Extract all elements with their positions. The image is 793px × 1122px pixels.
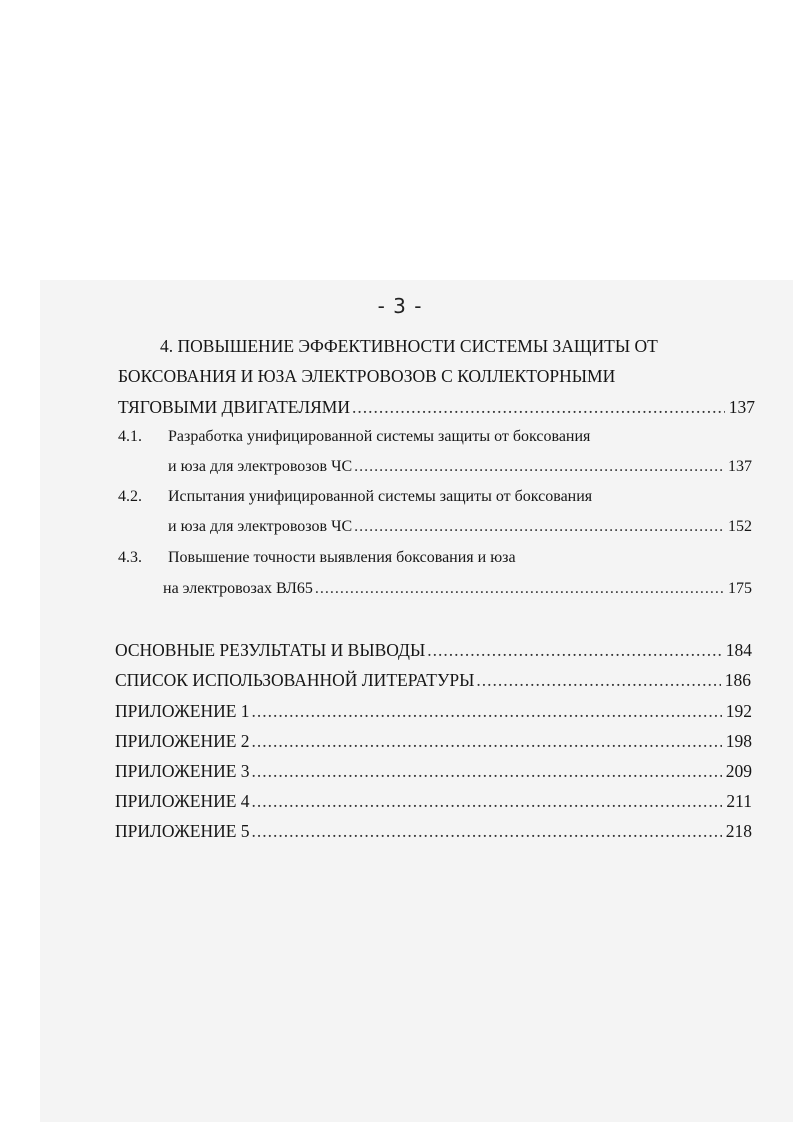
section-number: 4.2. [118, 488, 142, 505]
section-number: 4.1. [118, 428, 142, 445]
leader-dots [252, 819, 722, 843]
page-ref: 186 [724, 670, 751, 690]
toc-entry-appendix-2[interactable] [115, 729, 752, 753]
entry-label: ПРИЛОЖЕНИЕ 1 [115, 701, 250, 721]
section-4-3-line-1 [118, 546, 516, 570]
page-ref: 152 [728, 518, 752, 535]
toc-entry-section-4-3[interactable] [163, 577, 752, 601]
leader-dots [315, 577, 724, 601]
toc-entry-conclusions[interactable] [115, 638, 752, 662]
page-ref: 175 [728, 580, 752, 597]
section-title-cont: на электровозах ВЛ65 [163, 580, 313, 597]
toc-entry-chapter-4[interactable] [118, 395, 755, 419]
page-ref: 211 [726, 791, 752, 811]
toc-entry-appendix-3[interactable] [115, 759, 752, 783]
page-ref: 198 [725, 731, 752, 751]
section-title: Испытания унифицированной системы защиты от боксования [168, 488, 593, 505]
toc-entry-references[interactable] [115, 668, 751, 692]
toc-entry-section-4-2[interactable] [168, 515, 752, 539]
leader-dots [252, 699, 722, 723]
chapter-title-line-3: ТЯГОВЫМИ ДВИГАТЕЛЯМИ [118, 397, 350, 417]
leader-dots [427, 638, 722, 662]
section-number: 4.3. [118, 549, 142, 566]
entry-label: ПРИЛОЖЕНИЕ 5 [115, 821, 250, 841]
entry-label: ПРИЛОЖЕНИЕ 2 [115, 731, 250, 751]
toc-entry-section-4-1[interactable] [168, 455, 752, 479]
leader-dots [354, 455, 724, 479]
toc-entry-appendix-5[interactable] [115, 819, 752, 843]
section-title-cont: и юза для электровозов ЧС [168, 518, 353, 535]
leader-dots [252, 789, 723, 813]
section-title: Разработка унифицированной системы защиты от боксования [168, 428, 591, 445]
section-4-1-line-1 [118, 425, 590, 449]
leader-dots [352, 395, 725, 419]
toc-entry-appendix-4[interactable] [115, 789, 752, 813]
leader-dots [252, 759, 722, 783]
page-ref: 209 [725, 761, 752, 781]
chapter-title-line-2: БОКСОВАНИЯ И ЮЗА ЭЛЕКТРОВОЗОВ С КОЛЛЕКТОРНЫМИ [118, 366, 616, 386]
section-title: Повышение точности выявления боксования и юза [168, 549, 516, 566]
section-title-cont: и юза для электровозов ЧС [168, 458, 353, 475]
section-4-2-line-1 [118, 485, 592, 509]
chapter-title-line-1: 4. ПОВЫШЕНИЕ ЭФФЕКТИВНОСТИ СИСТЕМЫ ЗАЩИТЫ ОТ [160, 336, 658, 356]
entry-label: СПИСОК ИСПОЛЬЗОВАННОЙ ЛИТЕРАТУРЫ [115, 670, 475, 690]
leader-dots [354, 515, 724, 539]
page-number: - 3 - [377, 294, 423, 318]
page-ref: 184 [725, 640, 752, 660]
entry-label: ОСНОВНЫЕ РЕЗУЛЬТАТЫ И ВЫВОДЫ [115, 640, 426, 660]
page-ref: 137 [728, 397, 755, 417]
entry-label: ПРИЛОЖЕНИЕ 4 [115, 791, 250, 811]
entry-label: ПРИЛОЖЕНИЕ 3 [115, 761, 250, 781]
page-ref: 137 [728, 458, 752, 475]
page-ref: 218 [725, 821, 752, 841]
leader-dots [252, 729, 722, 753]
toc-entry-appendix-1[interactable] [115, 699, 752, 723]
page-ref: 192 [725, 701, 752, 721]
leader-dots [476, 668, 720, 692]
